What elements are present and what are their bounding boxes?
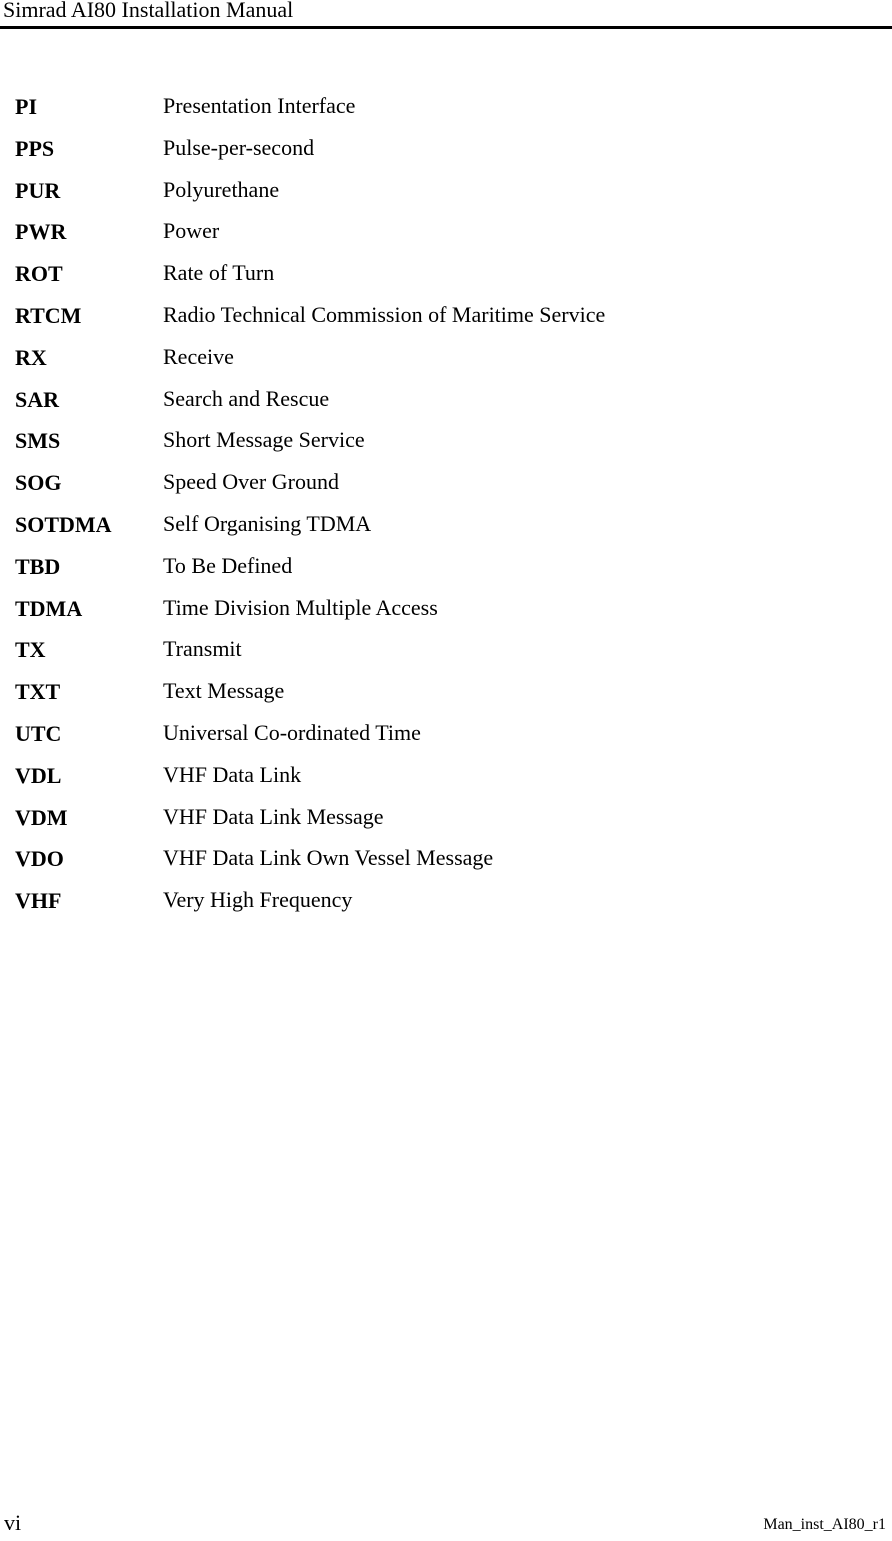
list-item [15,796,875,838]
abbreviation-list [15,85,875,921]
abbreviation-term: PI [15,94,37,119]
list-item [15,545,875,587]
list-item [15,210,875,252]
abbreviation-definition: Receive [163,343,234,369]
abbreviation-term: VDL [15,762,62,788]
abbreviation-definition: Rate of Turn [163,260,275,286]
list-item [15,712,875,754]
abbreviation-term: SMS [15,428,61,454]
abbreviation-term: RTCM [15,302,82,328]
page-number: vi [4,1510,22,1535]
abbreviation-term: VDO [15,846,64,872]
abbreviation-definition: Search and Rescue [163,385,330,411]
abbreviation-definition: Short Message Service [163,427,365,453]
list-item [15,879,875,921]
abbreviation-term: VDM [15,804,68,830]
list-item [15,503,875,545]
abbreviation-definition: Power [163,218,220,244]
list-item [15,419,875,461]
abbreviation-term: PUR [15,177,61,203]
abbreviation-term: SOTDMA [15,511,112,537]
abbreviation-term: VHF [15,888,62,914]
abbreviation-term: TX [15,637,46,663]
page-header [0,0,892,29]
abbreviation-term: SOG [15,470,62,496]
abbreviation-definition: Universal Co-ordinated Time [163,719,421,745]
abbreviation-definition: VHF Data Link Own Vessel Message [163,845,494,871]
page-title: Simrad AI80 Installation Manual [3,0,294,22]
list-item [15,837,875,879]
abbreviation-definition: Polyurethane [163,176,280,202]
list-item [15,628,875,670]
abbreviation-definition: Very High Frequency [163,887,353,913]
abbreviation-term: ROT [15,261,63,287]
abbreviation-term: PWR [15,219,67,245]
abbreviation-definition: Radio Technical Commission of Maritime Service [163,301,606,327]
abbreviation-definition: Presentation Interface [163,93,356,118]
list-item [15,294,875,336]
list-item [15,754,875,796]
document-id: Man_inst_AI80_r1 [763,1516,886,1533]
abbreviation-definition: Transmit [163,636,242,662]
list-item [15,127,875,169]
abbreviation-definition: To Be Defined [163,552,293,578]
list-item [15,587,875,629]
abbreviation-definition: Speed Over Ground [163,469,339,495]
list-item [15,169,875,211]
abbreviation-term: TXT [15,679,61,705]
list-item [15,336,875,378]
abbreviation-term: UTC [15,720,62,746]
abbreviation-definition: Self Organising TDMA [163,510,372,536]
abbreviation-term: RX [15,344,47,370]
abbreviation-definition: Text Message [163,678,285,704]
list-item [15,378,875,420]
abbreviation-definition: Time Division Multiple Access [163,594,438,620]
list-item [15,461,875,503]
list-item [15,85,875,127]
abbreviation-term: TDMA [15,595,83,621]
page-footer [0,1510,892,1540]
abbreviation-term: TBD [15,553,61,579]
abbreviation-term: PPS [15,135,55,161]
abbreviation-definition: VHF Data Link Message [163,803,384,829]
abbreviation-term: SAR [15,386,60,412]
abbreviation-definition: Pulse-per-second [163,134,315,160]
list-item [15,252,875,294]
abbreviation-definition: VHF Data Link [163,761,302,787]
list-item [15,670,875,712]
